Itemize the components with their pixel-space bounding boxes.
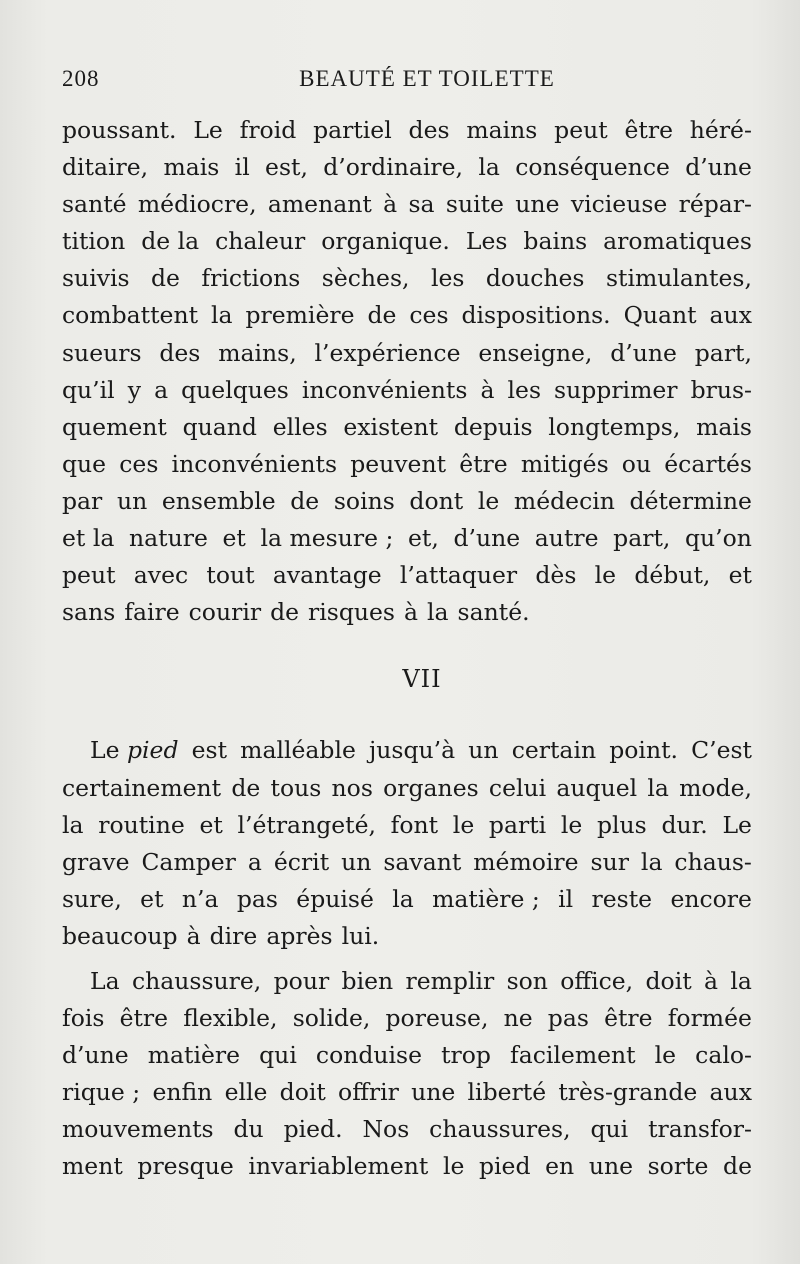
- word: d’une: [685, 153, 752, 182]
- paragraph-gap: [62, 955, 752, 963]
- word: supprimer: [554, 375, 678, 404]
- word: nos: [331, 773, 373, 802]
- word: Le: [722, 810, 752, 839]
- word: a: [154, 375, 169, 404]
- text-line: [62, 483, 752, 520]
- word: poussant.: [62, 116, 177, 144]
- word: la: [730, 966, 752, 995]
- text-line: [62, 446, 752, 483]
- word: Quant: [623, 301, 697, 330]
- word: du: [233, 1115, 264, 1144]
- word: n’a: [181, 884, 219, 913]
- word: Camper: [141, 847, 236, 876]
- word: son: [506, 966, 548, 995]
- word: l’expérience: [314, 338, 461, 367]
- word: inconvénients: [171, 449, 338, 478]
- word: mais: [163, 153, 220, 182]
- word: frictions: [201, 264, 301, 293]
- word: en: [545, 1152, 575, 1181]
- word: la: [640, 847, 663, 876]
- word: risques: [308, 598, 395, 627]
- word: à: [704, 966, 719, 995]
- word: une: [411, 1078, 456, 1107]
- word: peut: [554, 116, 608, 144]
- word: sueurs: [62, 338, 142, 367]
- word: mode,: [679, 773, 752, 802]
- word: héré-: [689, 116, 752, 144]
- word: très-grande: [558, 1078, 698, 1107]
- word: formée: [667, 1004, 752, 1033]
- word: mais: [696, 412, 752, 441]
- word: auquel: [556, 773, 638, 802]
- word: le: [452, 810, 475, 839]
- word: bien: [341, 966, 394, 995]
- word: facilement: [510, 1041, 636, 1070]
- word: point.: [609, 736, 678, 765]
- word: Le: [90, 736, 127, 765]
- word: médiocre,: [137, 190, 257, 219]
- text-line: [62, 520, 752, 557]
- word: les: [430, 264, 465, 293]
- word: peut: [62, 561, 116, 590]
- word: C’est: [691, 736, 752, 765]
- word: ces: [119, 449, 159, 478]
- word: la mesure ;: [260, 524, 394, 553]
- word: enseigne,: [478, 338, 593, 367]
- word: reste: [591, 884, 653, 913]
- word: de: [270, 598, 300, 627]
- word: conduise: [315, 1041, 423, 1070]
- word: aux: [709, 301, 752, 330]
- word: longtemps,: [548, 412, 681, 441]
- word: douches: [485, 264, 585, 293]
- word: elle: [224, 1078, 268, 1107]
- word: presque: [137, 1152, 234, 1181]
- text-line: [62, 112, 752, 149]
- word: être: [604, 1004, 653, 1033]
- text-line: [62, 918, 752, 955]
- word: et la: [62, 524, 115, 553]
- section-heading: VII: [402, 665, 442, 694]
- paragraph-2: [62, 732, 752, 955]
- word: avantage: [272, 561, 382, 590]
- text-line: [62, 372, 752, 409]
- word: après: [266, 921, 333, 950]
- word: solide,: [292, 1004, 371, 1033]
- word: parti: [488, 810, 547, 839]
- word: ces: [409, 301, 449, 330]
- text-line: [62, 335, 752, 372]
- word: et: [728, 561, 752, 590]
- word: vicieuse: [570, 190, 668, 219]
- word: courir: [188, 598, 262, 627]
- word: avec: [133, 561, 189, 590]
- word: le: [654, 1041, 677, 1070]
- word: malléable: [240, 736, 356, 765]
- word: quement: [62, 412, 167, 441]
- word: répar-: [678, 190, 752, 219]
- word: suivis: [62, 264, 130, 293]
- word: chaus-: [674, 847, 752, 876]
- paragraph-1: [62, 112, 752, 631]
- word: santé: [62, 190, 127, 219]
- word: conséquence: [515, 153, 670, 182]
- text-line: [62, 770, 752, 807]
- word: liberté: [467, 1078, 547, 1107]
- word: autre: [534, 524, 599, 553]
- word: dont: [409, 486, 464, 515]
- word: qui: [259, 1041, 297, 1070]
- word: aromatiques: [603, 227, 752, 256]
- word: une: [515, 190, 560, 219]
- word: et: [140, 884, 164, 913]
- word: sure,: [62, 884, 122, 913]
- word: la: [62, 810, 84, 839]
- word: enfin: [152, 1078, 213, 1107]
- paragraph-3: [62, 963, 752, 1186]
- word: doit: [279, 1078, 326, 1107]
- word: à: [404, 598, 419, 627]
- word: flexible,: [183, 1004, 278, 1033]
- word: de: [231, 773, 261, 802]
- word: encore: [670, 884, 752, 913]
- text-line: [62, 594, 752, 631]
- word: des: [408, 116, 450, 144]
- page-number: 208: [62, 66, 100, 91]
- word: nature: [128, 524, 208, 553]
- word: plus: [596, 810, 647, 839]
- word: matière ;: [432, 884, 540, 913]
- word: y: [127, 375, 142, 404]
- word: tous: [270, 773, 322, 802]
- word: qu’on: [684, 524, 752, 553]
- word: l’étrangeté,: [237, 810, 376, 839]
- word: première: [245, 301, 355, 330]
- word: sur: [590, 847, 629, 876]
- word: qui: [590, 1115, 629, 1144]
- word: partiel: [313, 116, 392, 144]
- text-line: [62, 1000, 752, 1037]
- word: à: [383, 190, 398, 219]
- word: ou: [621, 449, 652, 478]
- text-line: [62, 149, 752, 186]
- word: certainement: [62, 773, 222, 802]
- word: est: [191, 736, 228, 765]
- word: quelques: [181, 375, 289, 404]
- word: que: [62, 449, 107, 478]
- word: de: [367, 301, 397, 330]
- word: la: [392, 884, 414, 913]
- word: inconvénients: [301, 375, 468, 404]
- text-line: [62, 881, 752, 918]
- word: transfor-: [648, 1115, 752, 1144]
- word: d’une: [62, 1041, 129, 1070]
- word: sans: [62, 598, 116, 627]
- word: il: [558, 884, 574, 913]
- word: de: [151, 264, 180, 293]
- word: écartés: [664, 449, 752, 478]
- text-line: [62, 260, 752, 297]
- word: routine: [98, 810, 185, 839]
- word: chaleur: [215, 227, 306, 256]
- word: le: [594, 561, 617, 590]
- word: amenant: [267, 190, 372, 219]
- word: Le: [193, 116, 223, 144]
- word: a: [247, 847, 262, 876]
- word: début,: [634, 561, 711, 590]
- word: et,: [408, 524, 439, 553]
- word: depuis: [453, 412, 533, 441]
- word: il: [234, 153, 250, 182]
- word: une: [588, 1152, 633, 1181]
- word: [90, 732, 179, 769]
- word: peuvent: [350, 449, 447, 478]
- word: d’une: [610, 338, 677, 367]
- word: offrir: [338, 1078, 399, 1107]
- word: stimulantes,: [605, 264, 752, 293]
- word: par: [62, 486, 103, 515]
- word: un: [341, 847, 372, 876]
- word: être: [624, 116, 673, 144]
- word: lui.: [341, 921, 380, 950]
- word: tition: [62, 227, 126, 256]
- word: mouvements: [62, 1115, 214, 1144]
- word: existent: [343, 412, 439, 441]
- word: remplir: [405, 966, 495, 995]
- word: Les: [465, 227, 508, 256]
- word: rique ;: [62, 1078, 141, 1107]
- word: pied: [479, 1152, 531, 1181]
- word: d’une: [453, 524, 521, 553]
- word: part,: [694, 338, 752, 367]
- word: épuisé: [296, 884, 374, 913]
- text-line: [62, 1148, 752, 1185]
- word: écrit: [273, 847, 330, 876]
- word: la: [478, 153, 500, 182]
- text-line: [62, 409, 752, 446]
- word: de: [723, 1152, 752, 1181]
- word: combattent: [62, 301, 199, 330]
- word: pas: [547, 1004, 589, 1033]
- word: suite: [445, 190, 504, 219]
- word: santé.: [457, 598, 530, 627]
- word: la: [647, 773, 669, 802]
- word: pour: [273, 966, 330, 995]
- word: être: [459, 449, 508, 478]
- word: soins: [333, 486, 395, 515]
- word: certain: [511, 736, 597, 765]
- word: chaussures,: [429, 1115, 571, 1144]
- text-line: [62, 186, 752, 223]
- word: un: [468, 736, 499, 765]
- word: dès: [535, 561, 577, 590]
- word: de la: [141, 227, 200, 256]
- text-line: [62, 963, 752, 1000]
- word: médecin: [513, 486, 615, 515]
- body-text: [62, 112, 752, 1186]
- word: ensemble: [161, 486, 276, 515]
- word: poreuse,: [385, 1004, 489, 1033]
- word: la: [427, 598, 449, 627]
- word: sorte: [647, 1152, 709, 1181]
- word: aux: [709, 1078, 752, 1107]
- text-line: [62, 1074, 752, 1111]
- word: mémoire: [473, 847, 579, 876]
- text-line: [62, 1037, 752, 1074]
- word: font: [390, 810, 439, 839]
- word: détermine: [629, 486, 752, 515]
- word: sèches,: [321, 264, 410, 293]
- word: invariablement: [248, 1152, 429, 1181]
- word: des: [159, 338, 201, 367]
- word: mitigés: [520, 449, 609, 478]
- text-line: [62, 1111, 752, 1148]
- text-line: [62, 297, 752, 334]
- word: d’ordinaire,: [323, 153, 463, 182]
- word: le: [477, 486, 500, 515]
- word: froid: [239, 116, 297, 144]
- word: dire: [209, 921, 258, 950]
- word: organes: [383, 773, 479, 802]
- word: office,: [560, 966, 634, 995]
- word: à: [480, 375, 495, 404]
- word: ditaire,: [62, 153, 149, 182]
- word: faire: [124, 598, 180, 627]
- word: beaucoup: [62, 921, 178, 950]
- text-line: [62, 223, 752, 260]
- word: et: [199, 810, 223, 839]
- page-header: [62, 62, 752, 98]
- word: calo-: [695, 1041, 752, 1070]
- word: doit: [645, 966, 692, 995]
- word: quand: [182, 412, 257, 441]
- word: le: [442, 1152, 465, 1181]
- italic-word: pied: [126, 736, 179, 765]
- word: tout: [206, 561, 255, 590]
- word: pas: [236, 884, 278, 913]
- word: ne: [503, 1004, 533, 1033]
- word: Nos: [362, 1115, 410, 1144]
- word: elles: [272, 412, 328, 441]
- word: mains: [466, 116, 538, 144]
- word: brus-: [690, 375, 752, 404]
- word: la: [210, 301, 233, 330]
- word: pied.: [283, 1115, 343, 1144]
- word: est,: [265, 153, 308, 182]
- word: bains: [523, 227, 588, 256]
- word: grave: [62, 847, 130, 876]
- running-title: BEAUTÉ ET TOILETTE: [299, 66, 555, 91]
- word: le: [560, 810, 583, 839]
- text-line: [62, 844, 752, 881]
- word: dispositions.: [461, 301, 611, 330]
- word: jusqu’à: [369, 736, 456, 765]
- word: La: [90, 966, 120, 995]
- word: ment: [62, 1152, 123, 1181]
- word: dur.: [661, 810, 708, 839]
- word: mains,: [218, 338, 297, 367]
- word: un: [116, 486, 148, 515]
- word: de: [290, 486, 320, 515]
- word: savant: [383, 847, 462, 876]
- word: les: [507, 375, 541, 404]
- word: organique.: [321, 227, 450, 256]
- text-line: [62, 557, 752, 594]
- word: qu’il: [62, 375, 115, 404]
- word: et: [222, 524, 246, 553]
- text-line: [62, 732, 752, 769]
- word: fois: [62, 1004, 105, 1033]
- word: trop: [441, 1041, 491, 1070]
- text-line: [62, 807, 752, 844]
- word: être: [119, 1004, 169, 1033]
- word: à: [186, 921, 201, 950]
- word: l’attaquer: [399, 561, 518, 590]
- word: celui: [488, 773, 547, 802]
- word: chaussure,: [131, 966, 262, 995]
- word: sa: [408, 190, 435, 219]
- word: matière: [147, 1041, 241, 1070]
- word: part,: [613, 524, 671, 553]
